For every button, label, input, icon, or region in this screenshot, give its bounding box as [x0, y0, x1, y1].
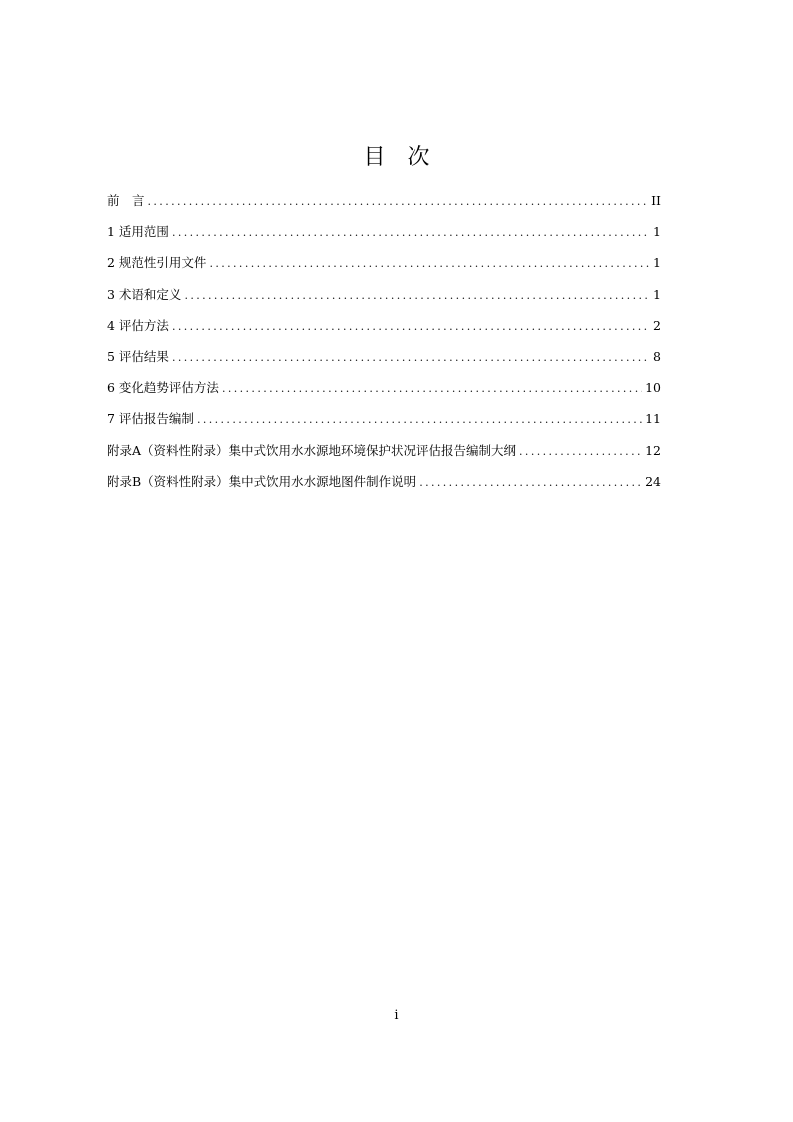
toc-dot-leader [172, 317, 650, 337]
toc-dot-leader [148, 192, 649, 212]
toc-entry-label: 3 术语和定义 [107, 286, 182, 302]
toc-entry-label: 7 评估报告编制 [107, 411, 194, 427]
toc-entry-page: 1 [653, 286, 661, 302]
toc-entry-label: 2 规范性引用文件 [107, 255, 207, 271]
toc-entry-label: 5 评估结果 [107, 348, 169, 364]
toc-entry-scope[interactable] [107, 222, 661, 253]
toc-entry-label: 附录A（资料性附录）集中式饮用水水源地环境保护状况评估报告编制大纲 [107, 442, 517, 458]
toc-entry-label: 1 适用范围 [107, 224, 169, 240]
toc-title: 目 次 [363, 145, 430, 170]
toc-dot-leader [172, 348, 650, 368]
toc-entry-trend-method[interactable] [107, 378, 661, 409]
toc-dot-leader [184, 286, 650, 306]
toc-entry-assessment-results[interactable] [107, 347, 661, 378]
toc-entry-page: 1 [653, 255, 661, 271]
toc-entry-terms-definitions[interactable] [107, 285, 661, 316]
toc-entry-normative-references[interactable] [107, 253, 661, 284]
toc-entry-appendix-b[interactable] [107, 472, 661, 503]
toc-entry-foreword[interactable] [107, 191, 661, 222]
toc-entry-page: 12 [645, 442, 661, 458]
toc-dot-leader [172, 223, 650, 243]
toc-entry-page: II [651, 193, 661, 208]
toc-entry-label: 6 变化趋势评估方法 [107, 380, 219, 396]
toc-dot-leader [519, 442, 642, 462]
toc-entry-page: 24 [645, 473, 661, 489]
toc-dot-leader [419, 473, 642, 493]
toc-entry-page: 11 [645, 411, 661, 427]
toc-entry-appendix-a[interactable] [107, 441, 661, 472]
toc-entry-page: 2 [653, 317, 661, 333]
toc-dot-leader [209, 254, 650, 274]
toc-entry-label: 4 评估方法 [107, 317, 169, 333]
toc-entry-page: 10 [645, 380, 661, 396]
toc-dot-leader [222, 379, 642, 399]
toc-entry-assessment-method[interactable] [107, 316, 661, 347]
toc-dot-leader [197, 410, 642, 430]
page-number: i [394, 1008, 399, 1023]
toc-entry-page: 1 [653, 224, 661, 240]
table-of-contents [107, 191, 661, 503]
toc-entry-page: 8 [653, 348, 661, 364]
toc-entry-report-preparation[interactable] [107, 409, 661, 440]
toc-entry-label: 前 言 [107, 193, 145, 208]
toc-entry-label: 附录B（资料性附录）集中式饮用水水源地图件制作说明 [107, 473, 417, 489]
